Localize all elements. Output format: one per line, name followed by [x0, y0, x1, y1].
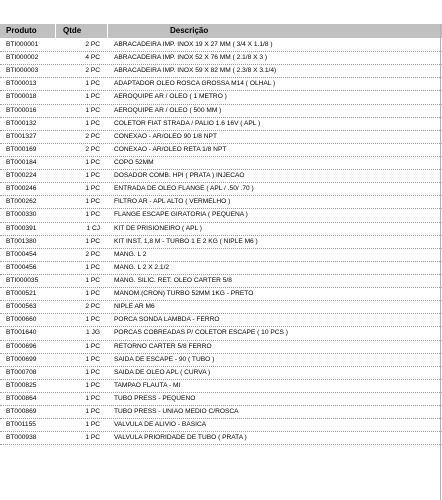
quantity-unit: PC	[90, 80, 100, 88]
quantity-cell	[74, 209, 100, 222]
quantity-unit: PC	[90, 408, 100, 416]
description-cell: SAIDA DE ESCAPE - 90 ( TUBO )	[114, 355, 215, 363]
product-code: BT000708	[6, 368, 37, 376]
table-row	[0, 314, 442, 327]
quantity-value: 1	[85, 342, 89, 350]
description-cell: FILTRO AR - APL ALTO ( VERMELHO )	[114, 198, 231, 206]
quantity-unit: PC	[90, 41, 100, 48]
description-cell: CONEXAO - AR/OLEO 90 1/8 NPT	[114, 132, 217, 140]
quantity-unit: PC	[90, 185, 100, 193]
header-divider	[55, 24, 56, 38]
quantity-unit: PC	[90, 106, 100, 114]
quantity-value: 1	[85, 355, 89, 363]
header-description: Descrição	[170, 26, 209, 35]
quantity-value: 1	[85, 106, 89, 114]
product-code: BT000660	[6, 316, 37, 324]
quantity-cell	[74, 419, 100, 432]
table-row	[0, 183, 442, 196]
quantity-value: 1	[85, 408, 89, 416]
quantity-value: 1	[85, 198, 89, 206]
table-row	[0, 275, 442, 288]
quantity-cell	[74, 341, 100, 354]
description-cell: RETORNO CARTER 5/8 FERRO	[114, 342, 212, 350]
quantity-cell	[74, 131, 100, 144]
table-row	[0, 262, 442, 275]
quantity-unit: PC	[90, 342, 100, 350]
table-row	[0, 301, 442, 314]
quantity-value: 1	[85, 394, 89, 402]
table-row	[0, 39, 442, 52]
table-row	[0, 341, 442, 354]
table-row	[0, 367, 442, 380]
table-row	[0, 327, 442, 340]
quantity-value: 1	[85, 368, 89, 376]
quantity-unit: PC	[90, 250, 100, 258]
product-code: BT000018	[6, 93, 37, 101]
table-row	[0, 78, 442, 91]
quantity-value: 1	[85, 263, 89, 271]
quantity-cell	[74, 196, 100, 209]
product-code: BT000454	[6, 250, 37, 258]
quantity-cell	[74, 78, 100, 91]
quantity-unit: PC	[90, 368, 100, 376]
quantity-value: 2	[85, 67, 89, 75]
quantity-value: 1	[85, 421, 89, 429]
table-row	[0, 249, 442, 262]
quantity-cell	[74, 170, 100, 183]
quantity-unit: PC	[90, 263, 100, 271]
table-right-border	[440, 24, 441, 500]
quantity-value: 1	[85, 185, 89, 193]
quantity-cell	[74, 314, 100, 327]
description-cell: FLANGE ESCAPE GIRATORIA ( PEQUENA )	[114, 211, 248, 219]
table-row	[0, 209, 442, 222]
quantity-unit: PC	[90, 172, 100, 180]
product-code: BT001155	[6, 421, 36, 429]
table-body	[0, 39, 442, 445]
product-code: BT000330	[6, 211, 37, 219]
quantity-cell	[74, 262, 100, 275]
description-cell: TAMPAO FLAUTA - MI	[114, 381, 181, 389]
product-code: BT000456	[6, 263, 37, 271]
table-row	[0, 288, 442, 301]
description-cell: KIT INST. 1,8 M - TURBO 1 E 2 KG ( NIPLE M6 )	[114, 237, 258, 245]
description-cell: CONEXAO - AR/OLEO RETA 1/8 NPT	[114, 145, 227, 153]
table-row	[0, 196, 442, 209]
quantity-unit: PC	[90, 355, 100, 363]
quantity-value: 1	[85, 316, 89, 324]
quantity-unit: JG	[91, 329, 100, 337]
table-row	[0, 144, 442, 157]
quantity-cell	[74, 144, 100, 157]
description-cell: ABRACADEIRA IMP. INOX 59 X 82 MM ( 2.3/8 X 3.1/4)	[114, 67, 277, 75]
quantity-cell	[74, 39, 100, 52]
description-cell: MANOM.(CRON) TURBO 52MM 1KG - PRETO	[114, 290, 254, 298]
quantity-cell	[74, 354, 100, 367]
quantity-cell	[74, 52, 100, 65]
description-cell: AEROQUIPE AR / OLEO ( 500 MM )	[114, 106, 222, 114]
product-code: BT001380	[6, 237, 37, 245]
quantity-unit: PC	[90, 303, 100, 311]
quantity-value: 1	[85, 211, 89, 219]
description-cell: AEROQUIPE AR / OLEO ( 1 METRO )	[114, 93, 227, 101]
description-cell: ABRACADEIRA IMP. INOX 19 X 27 MM ( 3/4 X 1.1/8 )	[114, 41, 273, 48]
quantity-cell	[74, 301, 100, 314]
product-code: BT000563	[6, 303, 37, 311]
table-row	[0, 131, 442, 144]
quantity-value: 2	[85, 303, 89, 311]
product-code: BT000262	[6, 198, 37, 206]
description-cell: COPO 52MM	[114, 158, 154, 166]
table-row	[0, 406, 442, 419]
table-row	[0, 223, 442, 236]
quantity-unit: PC	[90, 276, 100, 284]
quantity-cell	[74, 367, 100, 380]
table-row	[0, 52, 442, 65]
quantity-value: 2	[85, 132, 89, 140]
quantity-unit: PC	[90, 237, 100, 245]
quantity-value: 1	[85, 237, 89, 245]
product-code: BT000825	[6, 381, 37, 389]
quantity-unit: PC	[90, 434, 100, 442]
description-cell: VALVULA PRIORIDADE DE TUBO ( PRATA )	[114, 434, 247, 442]
description-cell: SAIDA DE OLEO APL ( CURVA )	[114, 368, 211, 376]
quantity-cell	[74, 91, 100, 104]
product-code: BTI000003	[6, 67, 39, 75]
quantity-value: 1	[85, 93, 89, 101]
table-row	[0, 91, 442, 104]
quantity-value: 1	[85, 172, 89, 180]
product-code: BTI000035	[6, 276, 39, 284]
product-code: BT000169	[6, 145, 37, 153]
quantity-value: 1	[85, 80, 89, 88]
quantity-value: 1	[85, 119, 89, 127]
quantity-cell	[74, 327, 100, 340]
product-code: BTI000001	[6, 41, 39, 48]
quantity-unit: PC	[90, 54, 100, 62]
description-cell: DOSADOR COMB. HPI ( PRATA ) INJECAO	[114, 172, 245, 180]
product-code: BT000016	[6, 106, 37, 114]
description-cell: KIT DE PRISIONEIRO ( APL )	[114, 224, 202, 232]
table-row	[0, 354, 442, 367]
table-row	[0, 105, 442, 118]
description-cell: NIPLE AR M6	[114, 303, 155, 311]
quantity-unit: PC	[90, 119, 100, 127]
table-row	[0, 380, 442, 393]
quantity-unit: PC	[90, 198, 100, 206]
header-product: Produto	[6, 26, 37, 35]
description-cell: PORCA SONDA LAMBDA - FERRO	[114, 316, 220, 324]
quantity-unit: PC	[90, 67, 100, 75]
description-cell: MANG. L 2 X 2.1/2	[114, 263, 170, 271]
quantity-value: 1	[85, 381, 89, 389]
quantity-cell	[74, 65, 100, 78]
quantity-unit: PC	[90, 93, 100, 101]
product-code: BT000224	[6, 172, 37, 180]
table-row	[0, 118, 442, 131]
table-row	[0, 432, 442, 445]
product-code: BT000696	[6, 342, 37, 350]
description-cell: ENTRADA DE OLEO FLANGE ( APL / .50/ .70 )	[114, 185, 254, 193]
header-quantity: Qtde	[63, 26, 82, 35]
quantity-unit: PC	[90, 381, 100, 389]
table-row	[0, 170, 442, 183]
description-cell: VALVULA DE ALIVIO - BASICA	[114, 421, 207, 429]
quantity-unit: PC	[90, 132, 100, 140]
quantity-value: 4	[85, 54, 89, 62]
product-code: BT000391	[6, 224, 37, 232]
product-code: BT000521	[6, 290, 37, 298]
quantity-cell	[74, 105, 100, 118]
quantity-cell	[74, 275, 100, 288]
quantity-unit: PC	[90, 145, 100, 153]
quantity-cell	[74, 223, 100, 236]
quantity-value: 1	[86, 224, 91, 232]
description-cell: ADAPTADOR OLEO ROSCA GROSSA M14 ( OLHAL )	[114, 80, 276, 88]
header-divider	[107, 24, 108, 38]
quantity-unit: PC	[90, 158, 100, 166]
description-cell: ABRACADEIRA IMP. INOX 52 X 76 MM ( 2.1/8 X 3 )	[114, 54, 268, 62]
quantity-unit: PC	[90, 421, 100, 429]
product-code: BTI000002	[6, 54, 39, 62]
description-cell: MANG. SILIC. RET. OLEO CARTER 5/8	[114, 276, 232, 284]
quantity-unit: PC	[90, 290, 100, 298]
table-row	[0, 65, 442, 78]
table-row	[0, 236, 442, 249]
quantity-value: 1	[85, 290, 89, 298]
quantity-cell	[74, 249, 100, 262]
description-cell: TUBO PRESS - UNIAO MEDIO C/ROSCA	[114, 408, 239, 416]
product-code: BT001640	[6, 329, 37, 337]
quantity-cell	[74, 157, 100, 170]
description-cell: COLETOR FIAT STRADA / PALIO 1.6 16V ( APL )	[114, 119, 261, 127]
quantity-cell	[74, 118, 100, 131]
product-code: BT000869	[6, 408, 37, 416]
quantity-value: 1	[86, 329, 90, 337]
description-cell: PORCAS COBREADAS P/ COLETOR ESCAPE ( 10 PCS )	[114, 329, 288, 337]
table-header	[0, 24, 442, 38]
quantity-unit: PC	[90, 316, 100, 324]
quantity-unit: PC	[90, 211, 100, 219]
quantity-value: 1	[85, 276, 89, 284]
product-code: BT001327	[6, 132, 37, 140]
quantity-value: 2	[85, 250, 89, 258]
quantity-unit: PC	[90, 394, 100, 402]
product-code: BT000013	[6, 80, 37, 88]
quantity-cell	[74, 406, 100, 419]
table-row	[0, 419, 442, 432]
product-code: BT000864	[6, 394, 37, 402]
table-row	[0, 393, 442, 406]
quantity-value: 1	[85, 434, 89, 442]
product-code: BT000938	[6, 434, 37, 442]
description-cell: MANG. L 2	[114, 250, 147, 258]
quantity-cell	[74, 288, 100, 301]
quantity-cell	[74, 236, 100, 249]
quantity-cell	[74, 393, 100, 406]
quantity-value: 1	[85, 158, 89, 166]
product-code: BT000184	[6, 158, 37, 166]
quantity-cell	[74, 432, 100, 445]
product-code: BT000132	[6, 119, 37, 127]
product-code: BT000699	[6, 355, 37, 363]
table-row	[0, 157, 442, 170]
quantity-unit: CJ	[91, 224, 100, 232]
quantity-value: 2	[85, 145, 89, 153]
product-code: BT000246	[6, 185, 37, 193]
quantity-cell	[74, 183, 100, 196]
description-cell: TUBO PRESS - PEQUENO	[114, 394, 196, 402]
quantity-cell	[74, 380, 100, 393]
quantity-value: 2	[85, 41, 89, 48]
